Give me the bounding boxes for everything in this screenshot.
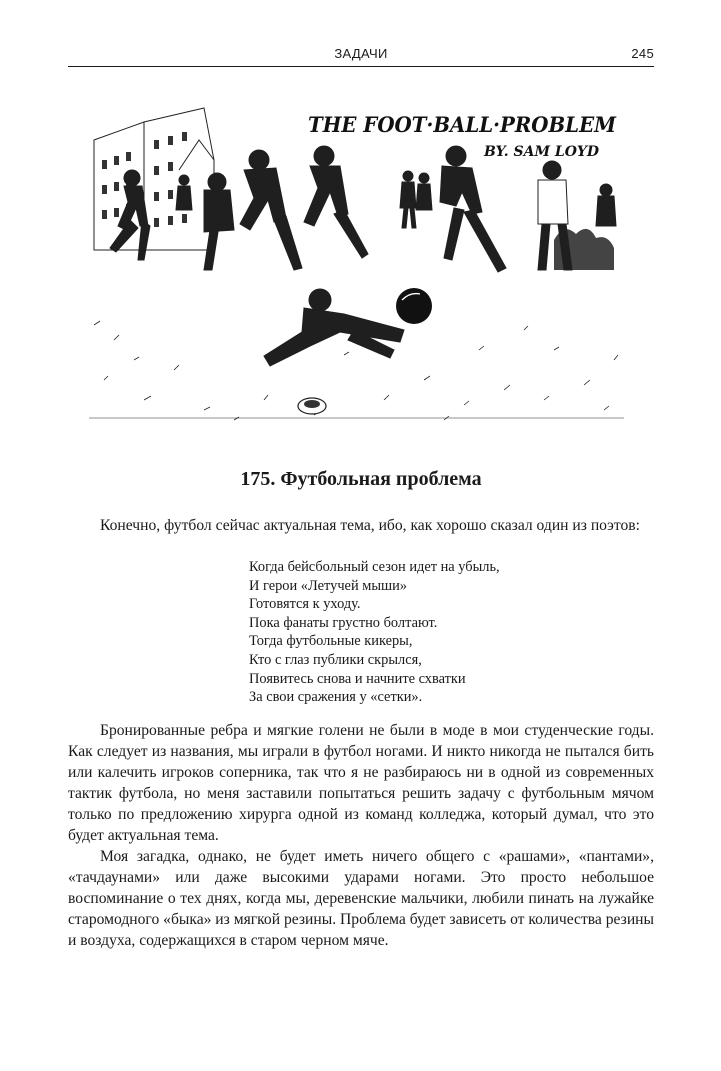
body-paragraph: [68, 720, 654, 846]
poem-line: Пока фанаты грустно болтают.: [249, 614, 438, 631]
body-paragraph-1-text: Бронированные ребра и мягкие голени не были в моде в мои студенческие годы. Как следует из названия, мы играли в футбол ногами. И никто никогда не пытался бить или калечить игроков соперника, так что я не разбираюсь ни в одной из современных тактик футбола, но меня заставили попытаться решить задачу с футбольным мячом только по предложению хирурга одной из команд колледжа, который думал, что это будет актуальная тема.: [68, 722, 654, 844]
illustration-caption-byline: BY. SAM LOYD: [484, 144, 600, 160]
poem-line: Готовятся к уходу.: [249, 596, 361, 613]
running-head: [68, 46, 654, 66]
intro-text: Конечно, футбол сейчас актуальная тема, ибо, как хорошо сказал один из поэтов:: [100, 517, 640, 534]
intro-paragraph: [68, 515, 654, 536]
poem-line: За свои сражения у «сетки».: [249, 689, 423, 706]
poem-line: Кто с глаз публики скрылся,: [249, 651, 422, 668]
poem-line: Появитесь снова и начните схватки: [249, 670, 466, 687]
poem: [249, 558, 500, 707]
poem-line: И герои «Летучей мыши»: [249, 577, 407, 594]
page-number: 245: [631, 46, 654, 61]
illustration-drawing: [84, 100, 630, 428]
illustration-caption-title: THE FOOT·BALL·PROBLEM: [308, 112, 617, 137]
header-rule: [68, 66, 654, 67]
body-paragraph: [68, 846, 654, 951]
running-head-title: ЗАДАЧИ: [334, 46, 388, 61]
poem-line: Когда бейсбольный сезон идет на убыль,: [249, 559, 500, 575]
football-illustration: [84, 100, 630, 428]
poem-line: Тогда футбольные кикеры,: [249, 633, 413, 650]
problem-heading: 175. Футбольная проблема: [240, 468, 482, 490]
body-paragraph-2-text: Моя загадка, однако, не будет иметь ничего общего с «рашами», «пантами», «тачдаунами» или даже высокими ударами ногами. Это просто небольшое воспоминание о тех днях, когда мы, деревенские мальчики, любили пинать на лужайке старомодного «быка» из мягкой резины. Проблема будет зависеть от количества резины и воздуха, содержащихся в старом черном мяче.: [68, 848, 654, 949]
